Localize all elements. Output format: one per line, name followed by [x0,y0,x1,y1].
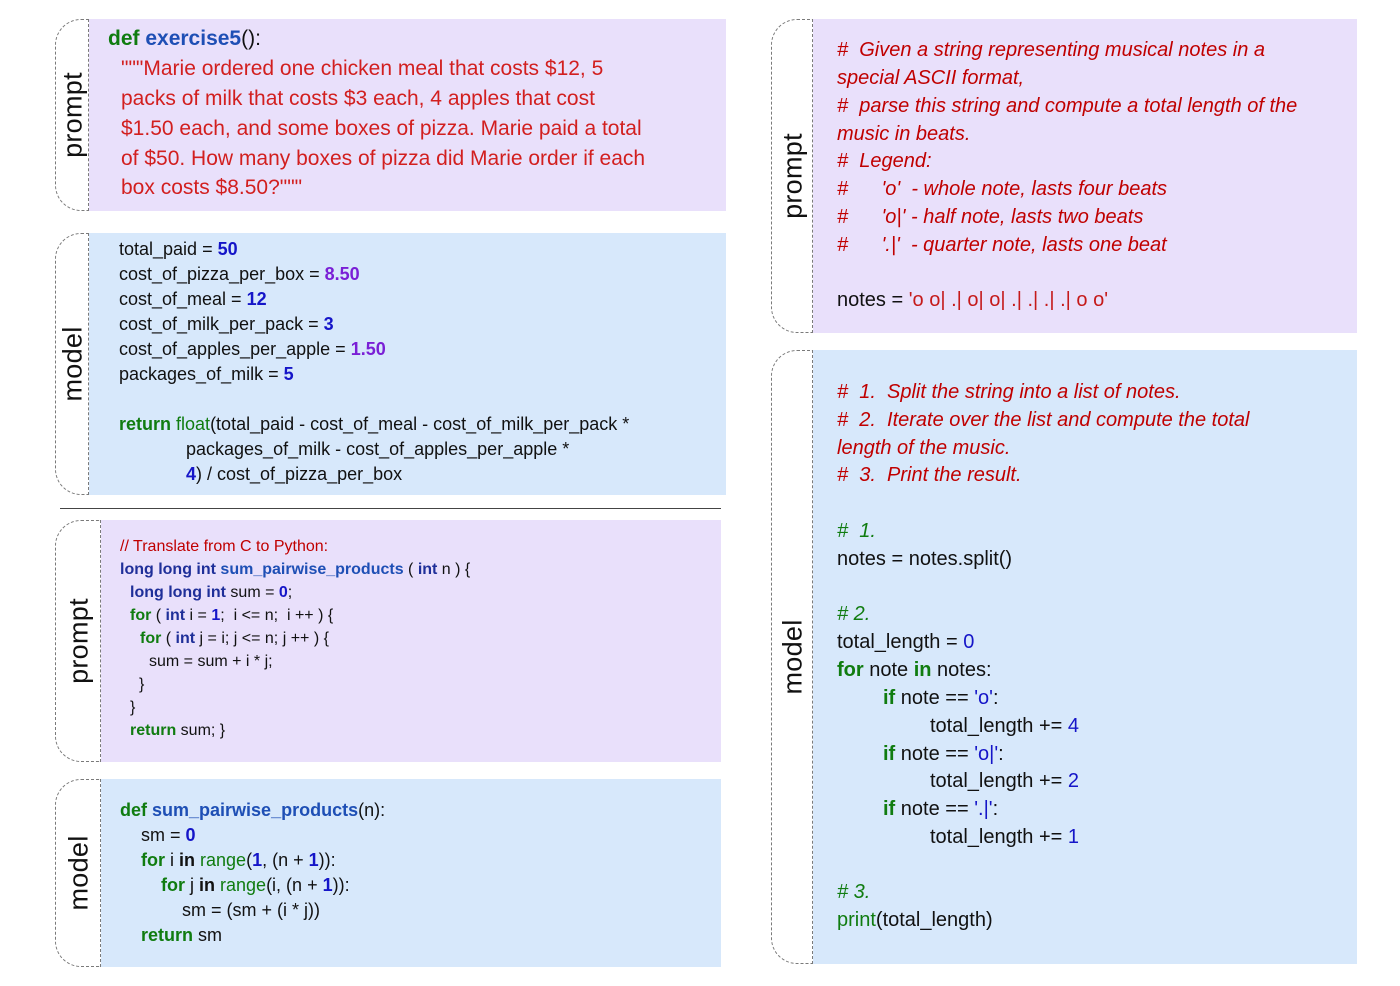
prompt-tab [771,19,813,333]
code-line: return sm [141,925,223,945]
code-line: notes = 'o o| .| o| o| .| .| .| .| o o' [837,289,1109,311]
model-tab [55,233,89,495]
prompt-tab [55,520,101,762]
prompt-label: prompt [777,133,807,219]
prompt-label: prompt [63,598,93,684]
code-line: cost_of_milk_per_pack = 3 [119,314,334,334]
code-comment: # parse this string and compute a total length of the [837,95,1298,117]
code-line: long long int sum = 0; [130,584,293,601]
model-body [813,350,1357,964]
model-body [89,233,726,495]
code-line: for note in notes: [837,659,992,681]
code-line: 4) / cost_of_pizza_per_box [186,464,403,484]
code-line: total_length += 1 [930,826,1080,848]
model-label: model [777,619,807,695]
code-line: } [130,699,136,716]
model-label: model [63,835,93,911]
code-line: print(total_length) [837,909,993,931]
model-label: model [57,326,87,402]
code-comment: # 3. Print the result. [837,464,1022,486]
code-line: cost_of_pizza_per_box = 8.50 [119,264,360,284]
code-comment: # Given a string representing musical notes in a [837,39,1265,61]
prompt-body [813,19,1357,333]
code-comment: # 2. Iterate over the list and compute the total [837,409,1250,431]
prompt-tab [55,19,89,211]
code-line: return float(total_paid - cost_of_meal - cost_of_milk_per_pack * [119,414,630,434]
docstring-line: packs of milk that costs $3 each, 4 apples that cost [121,87,595,110]
code-line: cost_of_apples_per_apple = 1.50 [119,339,386,359]
code-comment: # 3. [837,881,871,903]
code-comment: length of the music. [837,437,1011,459]
code-comment: # 1. [837,520,876,542]
code-comment: # 'o|' - half note, lasts two beats [837,206,1144,228]
code-line: total_length = 0 [837,631,975,653]
model-tab [55,779,101,967]
prompt-body [89,19,726,211]
code-line: if note == 'o': [883,687,999,709]
code-line: cost_of_meal = 12 [119,289,267,309]
code-line: sm = 0 [141,825,196,845]
code-line: for i in range(1, (n + 1)): [141,850,336,870]
docstring-line: """Marie ordered one chicken meal that costs $12, 5 [121,57,604,80]
code-line: notes = notes.split() [837,548,1013,570]
model-body [101,779,721,967]
code-comment: # 2. [837,603,871,625]
code-line: for ( int j = i; j <= n; j ++ ) { [140,630,329,647]
code-line: sm = (sm + (i * j)) [182,900,320,920]
code-line: if note == 'o|': [883,743,1004,765]
code-line: for ( int i = 1; i <= n; i ++ ) { [130,607,334,624]
docstring-line: of $50. How many boxes of pizza did Marie order if each [121,147,646,170]
code-comment: # '.|' - quarter note, lasts one beat [837,234,1167,256]
separator-line [60,508,721,509]
code-comment: # 1. Split the string into a list of notes. [837,381,1181,403]
prompt-label: prompt [57,72,87,158]
code-line: sum = sum + i * j; [149,653,273,670]
model-tab [771,350,813,964]
docstring-line: $1.50 each, and some boxes of pizza. Marie paid a total [121,117,642,140]
prompt-body [101,520,721,762]
code-comment: // Translate from C to Python: [120,538,329,555]
code-line: for j in range(i, (n + 1)): [161,875,350,895]
code-line: return sum; } [130,722,226,739]
code-line: def exercise5(): [108,27,261,50]
code-comment: # 'o' - whole note, lasts four beats [837,178,1168,200]
code-line: } [139,676,145,693]
code-line: total_length += 2 [930,770,1080,792]
code-comment: # Legend: [837,150,932,172]
code-line: if note == '.|': [883,798,999,820]
code-line: packages_of_milk = 5 [119,364,294,384]
code-line: long long int sum_pairwise_products ( int n ) { [120,561,471,578]
code-comment: music in beats. [837,123,971,145]
code-line: packages_of_milk - cost_of_apples_per_apple * [186,439,570,459]
docstring-line: box costs $8.50?""" [121,176,303,199]
code-line: def sum_pairwise_products(n): [120,800,386,820]
code-comment: special ASCII format, [837,67,1025,89]
code-line: total_length += 4 [930,715,1080,737]
code-line: total_paid = 50 [119,239,238,259]
